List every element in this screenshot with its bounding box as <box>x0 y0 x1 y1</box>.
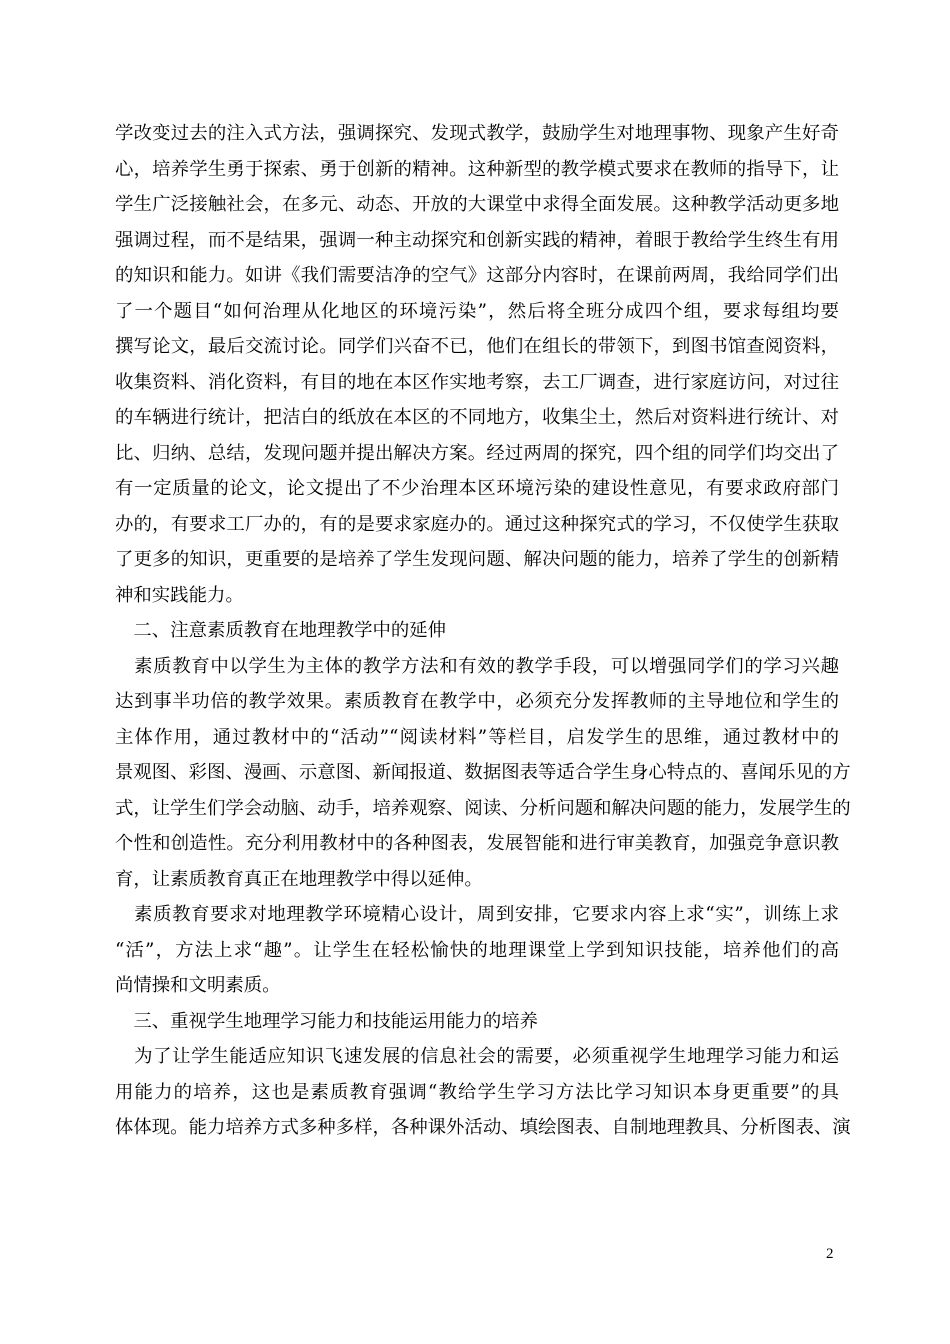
text-line: 了更多的知识，更重要的是培养了学生发现问题、解决问题的能力，培养了学生的创新精 <box>115 549 839 570</box>
text-line: 素质教育中以学生为主体的教学方法和有效的教学手段，可以增强同学们的学习兴趣 <box>115 655 839 677</box>
text-line: 办的，有要求工厂办的，有的是要求家庭办的。通过这种探究式的学习，不仅使学生获取 <box>115 513 839 535</box>
text-line: 学生广泛接触社会，在多元、动态、开放的大课堂中求得全面发展。这种教学活动更多地 <box>115 194 839 215</box>
text-line: 神和实践能力。 <box>115 584 244 606</box>
text-line: 体体现。能力培养方式多种多样，各种课外活动、填绘图表、自制地理教具、分析图表、演 <box>115 1117 851 1138</box>
text-line: 比、归纳、总结，发现问题并提出解决方案。经过两周的探究，四个组的同学们均交出了 <box>115 442 839 464</box>
text-line: 主体作用，通过教材中的“活动”“阅读材料”等栏目，启发学生的思维，通过教材中的 <box>115 726 839 748</box>
text-line: 撰写论文，最后交流讨论。同学们兴奋不已，他们在组长的带领下，到图书馆查阅资料， <box>115 336 839 357</box>
page-number: 2 <box>826 1246 834 1262</box>
text-line: 育，让素质教育真正在地理教学中得以延伸。 <box>115 868 483 890</box>
body-text <box>115 116 851 1146</box>
text-line: 了一个题目“如何治理从化地区的环境污染”，然后将全班分成四个组，要求每组均要 <box>115 300 839 322</box>
text-line: 景观图、彩图、漫画、示意图、新闻报道、数据图表等适合学生身心特点的、喜闻乐见的方 <box>115 762 851 783</box>
text-line: 强调过程，而不是结果，强调一种主动探究和创新实践的精神，着眼于教给学生终生有用 <box>115 229 839 251</box>
text-line: 个性和创造性。充分利用教材中的各种图表，发展智能和进行审美教育，加强竞争意识教 <box>115 833 839 854</box>
text-line: 尚情操和文明素质。 <box>115 975 281 996</box>
text-line: 学改变过去的注入式方法，强调探究、发现式教学，鼓励学生对地理事物、现象产生好奇 <box>115 123 839 144</box>
text-line: 为了让学生能适应知识飞速发展的信息社会的需要，必须重视学生地理学习能力和运 <box>115 1046 839 1067</box>
section-heading: 二、注意素质教育在地理教学中的延伸 <box>115 620 447 641</box>
text-line: 式，让学生们学会动脑、动手，培养观察、阅读、分析问题和解决问题的能力，发展学生的 <box>115 797 851 819</box>
text-line: “活”，方法上求“趣”。让学生在轻松愉快的地理课堂上学到知识技能，培养他们的高 <box>115 939 839 961</box>
text-line: 素质教育要求对地理教学环境精心设计，周到安排，它要求内容上求“实”，训练上求 <box>115 904 839 925</box>
text-line: 有一定质量的论文，论文提出了不少治理本区环境污染的建设性意见，有要求政府部门 <box>115 478 839 499</box>
text-line: 的知识和能力。如讲《我们需要洁净的空气》这部分内容时，在课前两周，我给同学们出 <box>115 265 839 286</box>
text-line: 心，培养学生勇于探索、勇于创新的精神。这种新型的教学模式要求在教师的指导下，让 <box>115 158 839 180</box>
text-line: 收集资料、消化资料，有目的地在本区作实地考察，去工厂调查，进行家庭访问，对过往 <box>115 371 839 393</box>
text-line: 用能力的培养，这也是素质教育强调“教给学生学习方法比学习知识本身更重要”的具 <box>115 1081 839 1103</box>
section-heading: 三、重视学生地理学习能力和技能运用能力的培养 <box>115 1010 538 1032</box>
text-line: 的车辆进行统计，把洁白的纸放在本区的不同地方，收集尘土，然后对资料进行统计、对 <box>115 407 839 428</box>
text-line: 达到事半功倍的教学效果。素质教育在教学中，必须充分发挥教师的主导地位和学生的 <box>115 691 839 712</box>
